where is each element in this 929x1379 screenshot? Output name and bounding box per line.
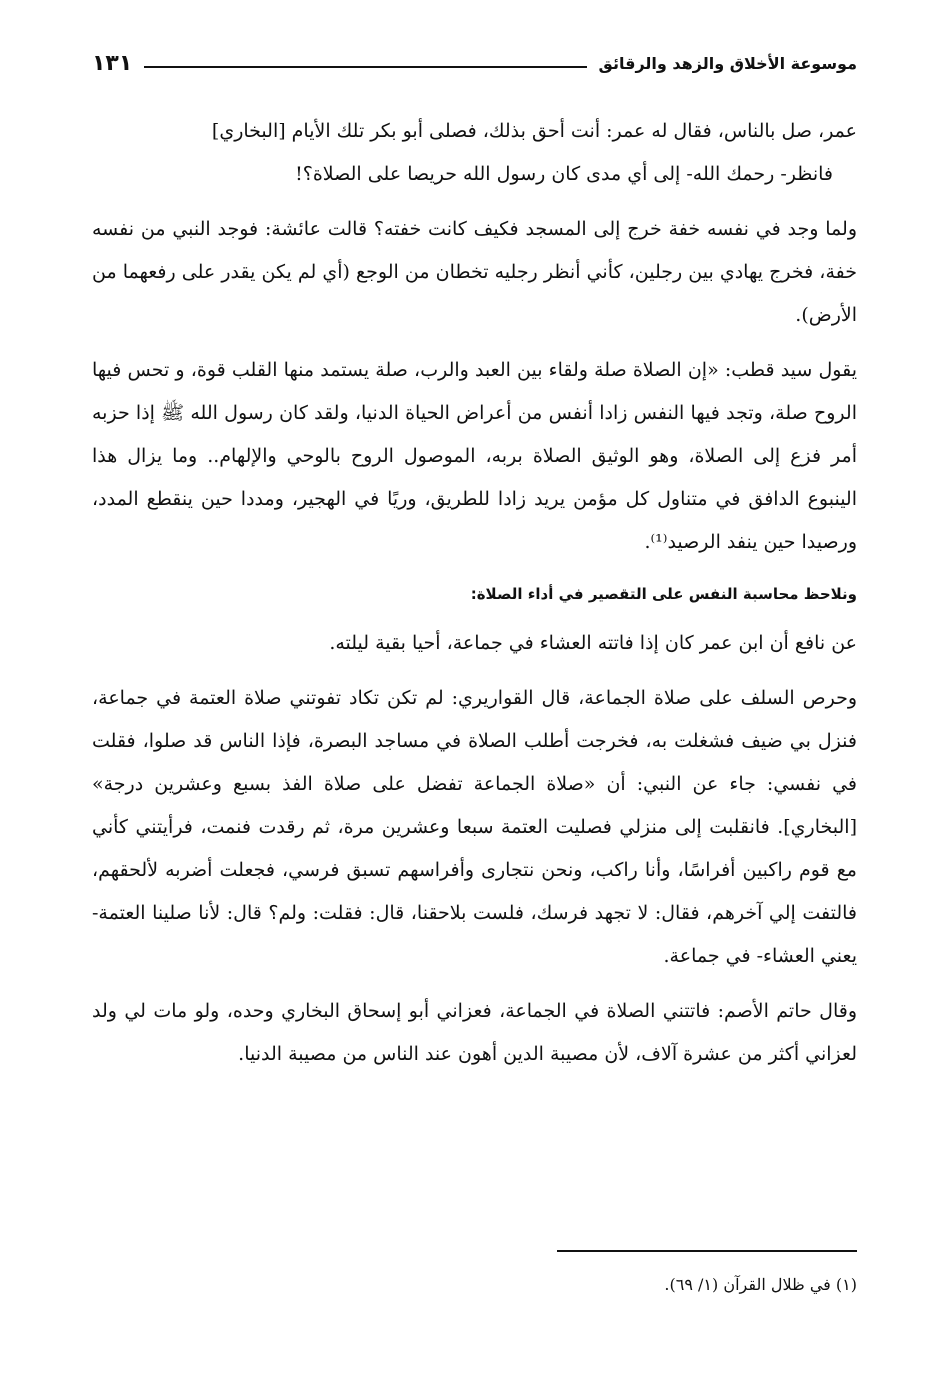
footnote: (١) في ظلال القرآن (١/ ٦٩). (664, 1275, 857, 1294)
paragraph: يقول سيد قطب: «إن الصلاة صلة ولقاء بين العبد والرب، صلة يستمد منها القلب قوة، و تحس فيها الروح صلة، وتجد فيها النفس زادا أنفس من أعراض الحياة الدنيا، ولقد كان رسول الله ﷺ إذا حزبه أمر فزع إلى الصلاة، وهو الوثيق الصلاة بربه، الموصول الروح بالوحي والإلهام.. وما يزال هذا الينبوع الدافق في متناول كل مؤمن يريد زادا للطريق، وريًا في الهجير، ومددا حين ينقطع المدد، ورصيدا حين ينفد الرصيد⁽¹⁾. (92, 359, 857, 553)
section-note: ونلاحظ محاسبة النفس على التقصير في أداء الصلاة: (470, 585, 857, 603)
body-text (92, 110, 857, 1088)
book-title: موسوعة الأخلاق والزهد والرقائق (598, 53, 857, 73)
paragraph: وقال حاتم الأصم: فاتتني الصلاة في الجماعة، فعزاني أبو إسحاق البخاري وحده، ولو مات لي ولد لعزاني أكثر من عشرة آلاف، لأن مصيبة الدين أهون عند الناس من مصيبة الدنيا. (92, 1000, 857, 1065)
paragraph: فانظر- رحمك الله- إلى أي مدى كان رسول الله حريصا على الصلاة؟! (295, 163, 833, 185)
running-header (92, 48, 857, 78)
paragraph: وحرص السلف على صلاة الجماعة، قال القواريري: لم تكن تكاد تفوتني صلاة العتمة في جماعة، فنزل بي ضيف فشغلت به، فخرجت أطلب الصلاة في مساجد البصرة، فإذا الناس قد صلوا، فقلت في نفسي: جاء عن النبي: أن «صلاة الجماعة تفضل على صلاة الفذ بسبع وعشرين درجة» [البخاري]. فانقلبت إلى منزلي فصليت العتمة سبعا وعشرين مرة، ثم رقدت فنمت، فرأيتني كأني مع قوم راكبين أفراسًا، وأنا راكب، ونحن نتجارى وأفراسهم تسبق فرسي، فجعلت أضربه لألحقهم، فالتفت إلي آخرهم، فقال: لا تجهد فرسك، فلست بلاحقنا، قال: فقلت: ولم؟ قال: لأنا صلينا العتمة- يعني العشاء- في جماعة. (92, 687, 857, 967)
page-number: ١٣١ (92, 50, 133, 76)
paragraph: ولما وجد في نفسه خفة خرج إلى المسجد فكيف كانت خفته؟ قالت عائشة: فوجد النبي من نفسه خفة، فخرج يهادي بين رجلين، كأني أنظر رجليه تخطان من الوجع (أي لم يكن يقدر على رفعهما من الأرض). (92, 218, 857, 326)
paragraph: عن نافع أن ابن عمر كان إذا فاتته العشاء في جماعة، أحيا بقية ليلته. (329, 632, 857, 654)
header-rule (144, 66, 586, 68)
paragraph: عمر، صل بالناس، فقال له عمر: أنت أحق بذلك، فصلى أبو بكر تلك الأيام [البخاري] (211, 120, 857, 142)
footnote-divider (557, 1250, 857, 1252)
